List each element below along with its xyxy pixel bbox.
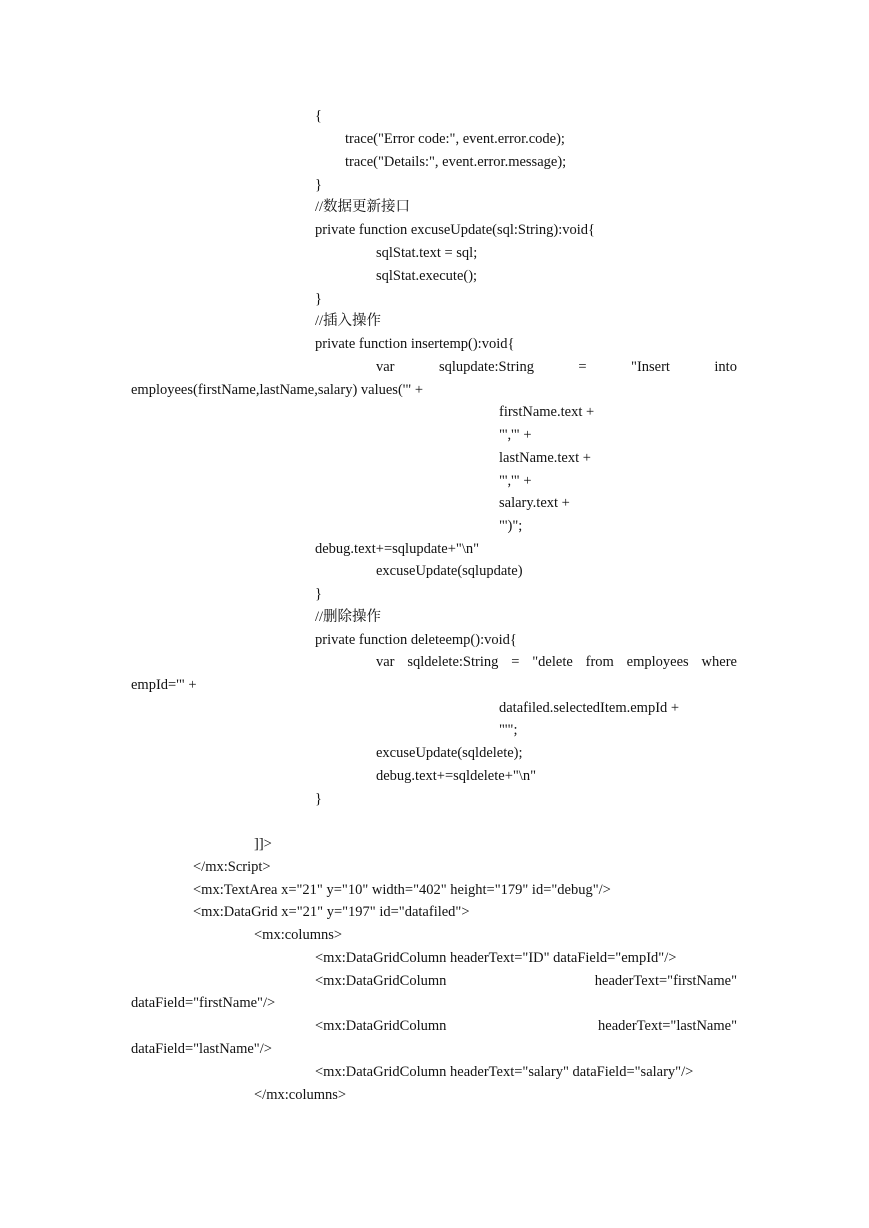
- code-line: {: [315, 108, 322, 124]
- code-line: "')";: [499, 518, 523, 534]
- code-line: sqlStat.execute();: [376, 268, 478, 284]
- code-line: <mx:DataGrid x="21" y="197" id="datafiled">: [193, 904, 470, 920]
- code-line: "','" +: [499, 473, 532, 489]
- code-line: <mx:TextArea x="21" y="10" width="402" height="179" id="debug"/>: [193, 882, 611, 898]
- code-line: lastName.text +: [499, 450, 591, 466]
- code-line: debug.text+=sqldelete+"\n": [376, 768, 536, 784]
- code-comment: //插入操作: [315, 313, 382, 329]
- code-line: <mx:DataGridColumn headerText="ID" dataField="empId"/>: [315, 950, 677, 966]
- code-line: }: [315, 177, 322, 193]
- code-line: datafiled.selectedItem.empId +: [499, 700, 680, 716]
- code-line: private function excuseUpdate(sql:String):void{: [315, 222, 595, 238]
- code-line: firstName.text +: [499, 404, 595, 420]
- code-line: </mx:Script>: [193, 859, 271, 875]
- code-line-justified: var sqlupdate:String = "Insert into: [376, 359, 737, 375]
- code-line: trace("Error code:", event.error.code);: [345, 131, 565, 147]
- code-line: debug.text+=sqlupdate+"\n": [315, 541, 480, 557]
- code-line: dataField="lastName"/>: [131, 1041, 272, 1057]
- code-line: }: [315, 791, 322, 807]
- code-line: trace("Details:", event.error.message);: [345, 154, 567, 170]
- code-line: private function insertemp():void{: [315, 336, 515, 352]
- code-line: excuseUpdate(sqlupdate): [376, 563, 523, 579]
- code-line: <mx:columns>: [254, 927, 343, 943]
- code-line: }: [315, 291, 322, 307]
- code-line: sqlStat.text = sql;: [376, 245, 478, 261]
- code-line: dataField="firstName"/>: [131, 995, 276, 1011]
- code-line: employees(firstName,lastName,salary) values('" +: [131, 382, 424, 398]
- code-comment: //删除操作: [315, 609, 382, 625]
- code-comment: //数据更新接口: [315, 199, 411, 215]
- code-line: }: [315, 586, 322, 602]
- code-line: "','" +: [499, 427, 532, 443]
- code-line: ]]>: [254, 836, 272, 852]
- code-line-justified: <mx:DataGridColumn headerText="firstName": [315, 973, 737, 989]
- code-line-justified: <mx:DataGridColumn headerText="lastName": [315, 1018, 737, 1034]
- code-line: <mx:DataGridColumn headerText="salary" dataField="salary"/>: [315, 1064, 694, 1080]
- code-line: </mx:columns>: [254, 1087, 347, 1103]
- code-line: "'";: [499, 722, 518, 738]
- code-line-justified: var sqldelete:String = "delete from employees where: [376, 654, 737, 670]
- code-line: excuseUpdate(sqldelete);: [376, 745, 523, 761]
- code-line: private function deleteemp():void{: [315, 632, 517, 648]
- code-line: empId='" +: [131, 677, 197, 693]
- code-line: salary.text +: [499, 495, 570, 511]
